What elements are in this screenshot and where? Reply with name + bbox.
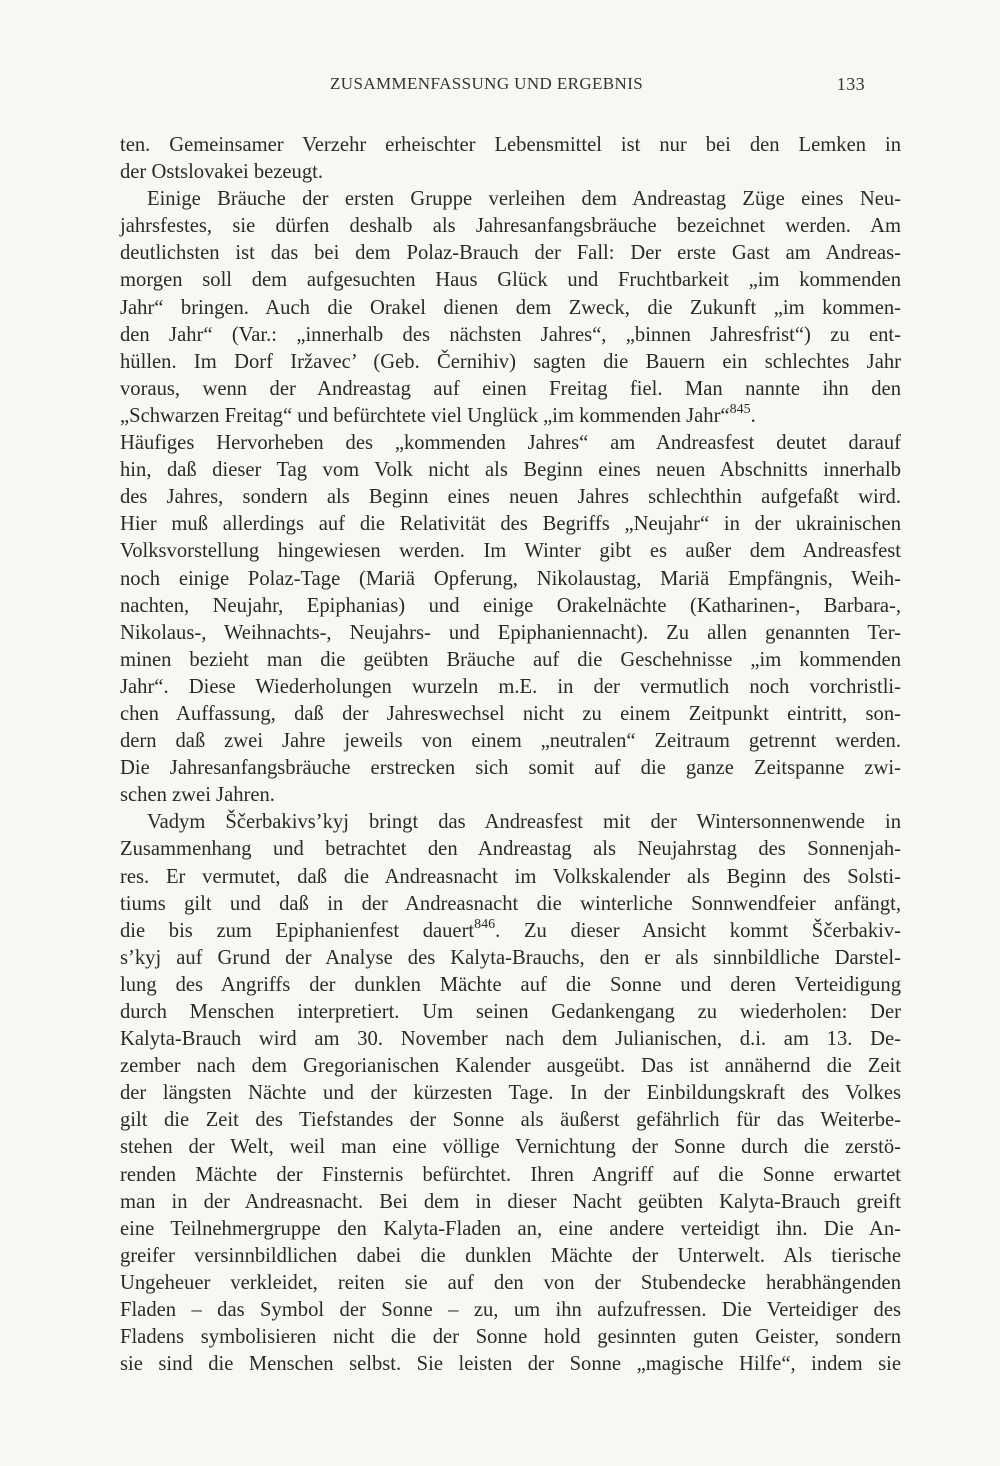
line-text: minen bezieht man die geübten Bräuche auf die Geschehnisse „im kommenden bbox=[120, 648, 901, 671]
text-line bbox=[120, 1216, 901, 1243]
text-line bbox=[120, 267, 901, 294]
line-text: lung des Angriffs der dunklen Mächte auf die Sonne und deren Verteidigung bbox=[120, 973, 901, 996]
text-line bbox=[120, 566, 901, 593]
line-text: Einige Bräuche der ersten Gruppe verleihen dem Andreastag Züge eines Neu- bbox=[147, 188, 901, 211]
line-text: zember nach dem Gregorianischen Kalender ausgeübt. Das ist annähernd die Zeit bbox=[120, 1055, 901, 1078]
text-line bbox=[120, 1134, 901, 1161]
line-text-continued: . Zu dieser Ansicht kommt Ščerbakiv- bbox=[495, 919, 901, 942]
line-text: schen zwei Jahren. bbox=[120, 784, 275, 807]
body-text bbox=[120, 132, 901, 1378]
line-text: hin, daß dieser Tag vom Volk nicht als Beginn eines neuen Abschnitts innerhalb bbox=[120, 459, 901, 482]
line-text: res. Er vermutet, daß die Andreasnacht im Volkskalender als Beginn des Solsti- bbox=[120, 865, 901, 888]
text-line bbox=[120, 782, 901, 809]
text-line bbox=[120, 1026, 901, 1053]
text-line bbox=[120, 945, 901, 972]
line-text: die bis zum Epiphanienfest dauert bbox=[120, 919, 475, 942]
line-text: Fladens symbolisieren nicht die der Sonne hold gesinnten guten Geister, sondern bbox=[120, 1326, 901, 1349]
line-text: renden Mächte der Finsternis befürchtet. Ihren Angriff auf die Sonne erwartet bbox=[120, 1163, 901, 1186]
text-line bbox=[120, 1162, 901, 1189]
text-line bbox=[120, 1351, 901, 1378]
text-line bbox=[120, 376, 901, 403]
line-text: man in der Andreasnacht. Bei dem in dieser Nacht geübten Kalyta-Brauch greift bbox=[120, 1190, 901, 1213]
text-line bbox=[120, 891, 901, 918]
line-text: durch Menschen interpretiert. Um seinen Gedankengang zu wiederholen: Der bbox=[120, 1001, 901, 1023]
line-text: Ungeheuer verkleidet, reiten sie auf den von der Stubendecke herabhängenden bbox=[120, 1271, 901, 1294]
line-text: stehen der Welt, weil man eine völlige Vernichtung der Sonne durch die zerstö- bbox=[120, 1136, 901, 1159]
text-line bbox=[120, 728, 901, 755]
text-line bbox=[120, 322, 901, 349]
text-line bbox=[120, 593, 901, 620]
line-text: der längsten Nächte und der kürzesten Tage. In der Einbildungskraft des Volkes bbox=[120, 1082, 901, 1105]
text-line bbox=[120, 1297, 901, 1324]
line-text: Fladen – das Symbol der Sonne – zu, um ihn aufzufressen. Die Verteidiger des bbox=[120, 1299, 901, 1322]
line-text: den Jahr“ (Var.: „innerhalb des nächsten Jahres“, „binnen Jahresfrist“) zu ent- bbox=[120, 323, 901, 346]
line-text: Kalyta-Brauch wird am 30. November nach dem Julianischen, d.i. am 13. De- bbox=[120, 1028, 901, 1051]
line-text: hüllen. Im Dorf Iržavec’ (Geb. Černihiv) sagten die Bauern ein schlechtes Jahr bbox=[120, 350, 901, 373]
text-line bbox=[120, 430, 901, 457]
line-text: Hier muß allerdings auf die Relativität des Begriffs „Neujahr“ in der ukrainischen bbox=[120, 513, 901, 536]
text-line bbox=[120, 972, 901, 999]
text-line bbox=[120, 484, 901, 511]
line-text: Die Jahresanfangsbräuche erstrecken sich somit auf die ganze Zeitspanne zwi- bbox=[120, 757, 901, 780]
text-line bbox=[120, 701, 901, 728]
text-line bbox=[120, 1080, 901, 1107]
text-line bbox=[120, 1270, 901, 1297]
text-line bbox=[120, 538, 901, 565]
text-line bbox=[120, 403, 901, 430]
line-text: Vadym Ščerbakivs’kyj bringt das Andreasfest mit der Wintersonnenwende in bbox=[147, 811, 901, 834]
text-line bbox=[120, 1107, 901, 1134]
text-line bbox=[120, 674, 901, 701]
line-text: dern daß zwei Jahre jeweils von einem „neutralen“ Zeitraum getrennt werden. bbox=[120, 730, 901, 753]
line-text: s’kyj auf Grund der Analyse des Kalyta-Brauchs, den er als sinnbildliche Darstel- bbox=[120, 946, 901, 969]
line-text: deutlichsten ist das bei dem Polaz-Brauch der Fall: Der erste Gast am Andreas- bbox=[120, 242, 901, 265]
text-line bbox=[120, 1189, 901, 1216]
line-text: Jahr“. Diese Wiederholungen wurzeln m.E. in der vermutlich noch vorchristli- bbox=[120, 675, 901, 698]
line-text: Jahr“ bringen. Auch die Orakel dienen dem Zweck, die Zukunft „im kommen- bbox=[120, 296, 901, 319]
line-text: Häufiges Hervorheben des „kommenden Jahres“ am Andreasfest deutet darauf bbox=[120, 432, 901, 455]
text-line bbox=[120, 1243, 901, 1270]
line-text: greifer versinnbildlichen dabei die dunklen Mächte der Unterwelt. Als tierische bbox=[120, 1244, 901, 1267]
text-line bbox=[120, 864, 901, 891]
text-line bbox=[120, 511, 901, 538]
text-line bbox=[120, 1053, 901, 1080]
line-text: Volksvorstellung hingewiesen werden. Im Winter gibt es außer dem Andreasfest bbox=[120, 540, 901, 563]
line-text: tiums gilt und daß in der Andreasnacht die winterliche Sonnwendfeier anfängt, bbox=[120, 892, 901, 915]
text-line bbox=[120, 457, 901, 484]
line-text: des Jahres, sondern als Beginn eines neuen Jahres schlechthin aufgefaßt wird. bbox=[120, 486, 901, 509]
line-text: noch einige Polaz-Tage (Mariä Opferung, Nikolaustag, Mariä Empfängnis, Weih- bbox=[120, 567, 901, 590]
text-line bbox=[120, 186, 901, 213]
text-line bbox=[120, 132, 901, 159]
text-line bbox=[120, 809, 901, 836]
line-text-continued: . bbox=[750, 404, 756, 427]
line-text: sie sind die Menschen selbst. Sie leisten der Sonne „magische Hilfe“, indem sie bbox=[120, 1353, 901, 1376]
footnote-marker: 845 bbox=[729, 401, 751, 417]
line-text: Zusammenhang und betrachtet den Andreastag als Neujahrstag des Sonnenjah- bbox=[120, 838, 901, 861]
line-text: jahrsfestes, sie dürfen deshalb als Jahresanfangsbräuche bezeichnet werden. Am bbox=[120, 215, 901, 238]
text-line bbox=[120, 349, 901, 376]
line-text: gilt die Zeit des Tiefstandes der Sonne als äußerst gefährlich für das Weiterbe- bbox=[120, 1109, 901, 1132]
line-text: „Schwarzen Freitag“ und befürchtete viel Unglück „im kommenden Jahr“ bbox=[120, 404, 730, 427]
text-line bbox=[120, 999, 901, 1026]
text-line bbox=[120, 620, 901, 647]
line-text: eine Teilnehmergruppe den Kalyta-Fladen an, eine andere verteidigt ihn. Die An- bbox=[120, 1217, 901, 1240]
text-line bbox=[120, 159, 901, 186]
line-text: voraus, wenn der Andreastag auf einen Freitag fiel. Man nannte ihn den bbox=[120, 377, 901, 400]
page-number: 133 bbox=[836, 74, 865, 94]
text-line bbox=[120, 213, 901, 240]
text-line bbox=[120, 295, 901, 322]
text-line bbox=[120, 755, 901, 782]
line-text: morgen soll dem aufgesuchten Haus Glück und Fruchtbarkeit „im kommenden bbox=[120, 269, 901, 292]
line-text: der Ostslovakei bezeugt. bbox=[120, 161, 324, 184]
text-line bbox=[120, 1324, 901, 1351]
line-text: nachten, Neujahr, Epiphanias) und einige Orakelnächte (Katharinen-, Barbara-, bbox=[120, 594, 901, 617]
line-text: Nikolaus-, Weihnachts-, Neujahrs- und Epiphaniennacht). Zu allen genannten Ter- bbox=[120, 621, 901, 644]
text-line bbox=[120, 836, 901, 863]
line-text: ten. Gemeinsamer Verzehr erheischter Lebensmittel ist nur bei den Lemken in bbox=[120, 134, 901, 156]
line-text: chen Auffassung, daß der Jahreswechsel nicht zu einem Zeitpunkt eintritt, son- bbox=[120, 702, 901, 725]
text-line bbox=[120, 240, 901, 267]
text-line bbox=[120, 918, 901, 945]
footnote-marker: 846 bbox=[474, 916, 496, 932]
running-head-title: ZUSAMMENFASSUNG UND ERGEBNIS bbox=[330, 74, 644, 93]
text-line bbox=[120, 647, 901, 674]
